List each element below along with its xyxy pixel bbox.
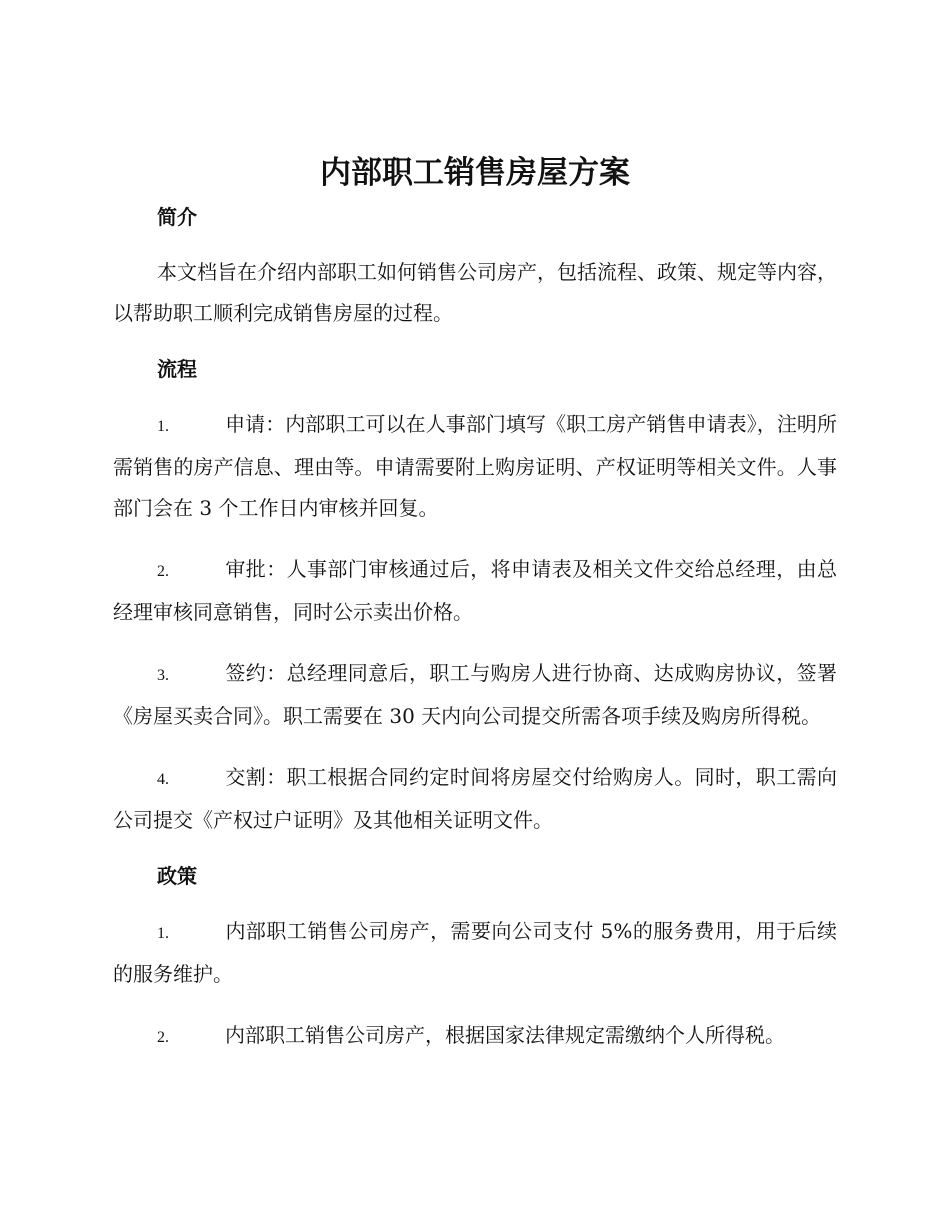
process-item-number: 3. (157, 667, 169, 684)
policy-item-number: 2. (157, 1029, 169, 1046)
section-heading-process: 流程 (157, 357, 197, 381)
process-item (113, 653, 837, 737)
policy-item-text: 内部职工销售公司房产，根据国家法律规定需缴纳个人所得税。 (225, 1023, 785, 1047)
process-item-number: 2. (157, 563, 169, 580)
process-item-text: 审批：人事部门审核通过后，将申请表及相关文件交给总经理，由总经理审核同意销售，同时公示卖出价格。 (113, 557, 837, 624)
process-item (113, 757, 837, 841)
process-item-number: 4. (157, 771, 169, 788)
process-item-text: 申请：内部职工可以在人事部门填写《职工房产销售申请表》，注明所需销售的房产信息、理由等。申请需要附上购房证明、产权证明等相关文件。人事部门会在 3 个工作日内审核并回复。 (113, 412, 837, 520)
section-heading-intro: 简介 (157, 205, 197, 229)
section-heading-policy: 政策 (157, 864, 197, 888)
policy-item-number: 1. (157, 925, 169, 942)
document-content (113, 150, 837, 1058)
document-title: 内部职工销售房屋方案 (320, 155, 630, 191)
process-item-text: 交割：职工根据合同约定时间将房屋交付给购房人。同时，职工需向公司提交《产权过户证明》及其他相关证明文件。 (113, 765, 837, 832)
process-item (113, 549, 837, 633)
process-item-text: 签约：总经理同意后，职工与购房人进行协商、达成购房协议，签署《房屋买卖合同》。职工需要在 30 天内向公司提交所需各项手续及购房所得税。 (113, 661, 837, 728)
policy-item (113, 911, 837, 995)
process-item (113, 404, 837, 529)
intro-paragraph: 本文档旨在介绍内部职工如何销售公司房产，包括流程、政策、规定等内容，以帮助职工顺利完成销售房屋的过程。 (113, 260, 837, 325)
policy-item (113, 1015, 837, 1058)
policy-item-text: 内部职工销售公司房产，需要向公司支付 5%的服务费用，用于后续的服务维护。 (113, 919, 837, 986)
process-item-number: 1. (157, 418, 169, 435)
